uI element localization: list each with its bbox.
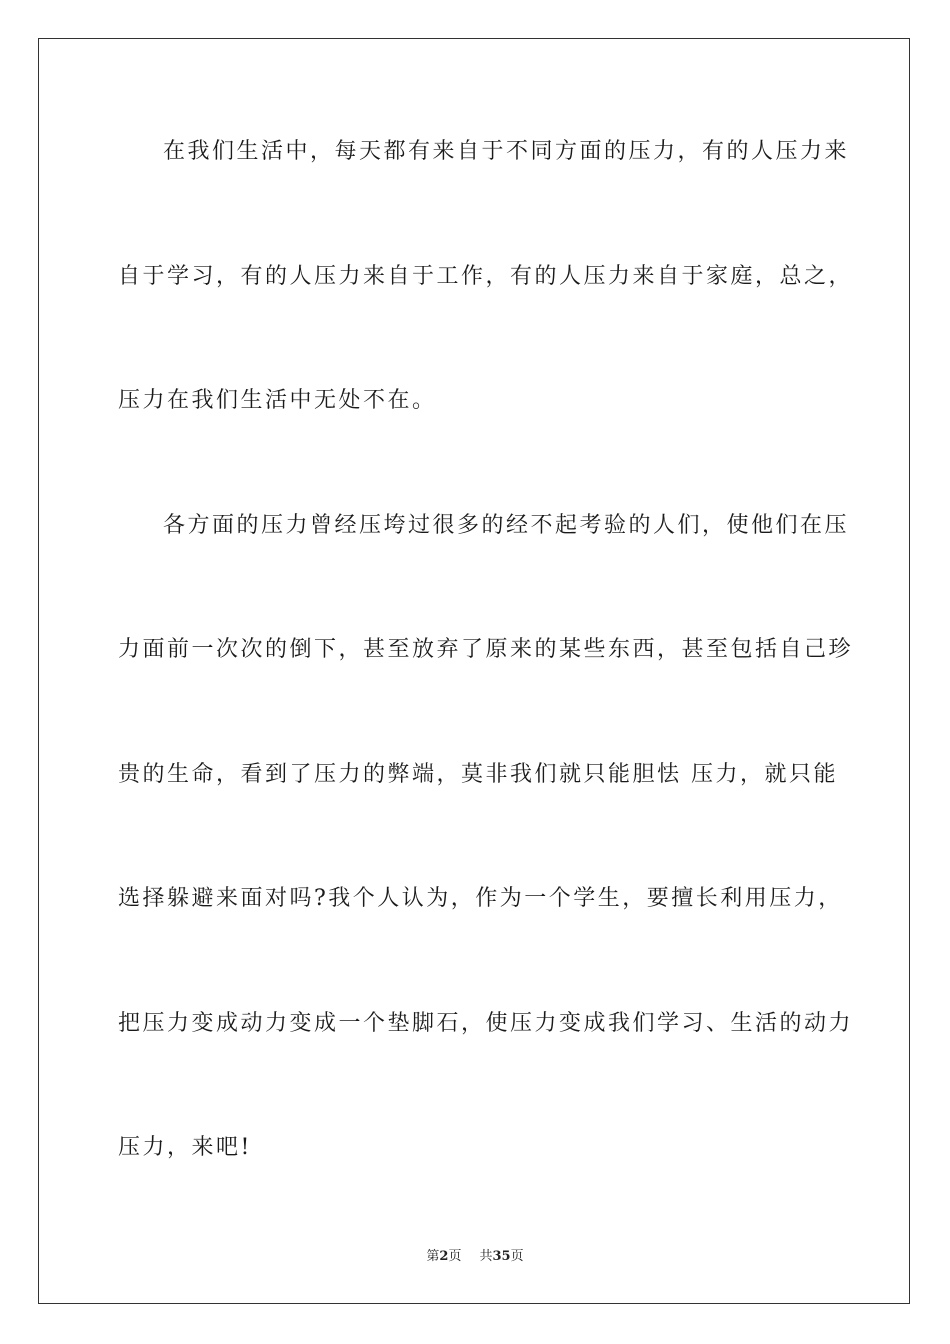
text-line-7: 选择躲避来面对吗?我个人认为，作为一个学生，要擅长利用压力， <box>118 886 843 911</box>
text-line-3: 压力在我们生活中无处不在。 <box>118 388 437 413</box>
text-line-8: 把压力变成动力变成一个垫脚石，使压力变成我们学习、生活的动力 <box>118 1011 854 1036</box>
footer-total-suffix: 页 <box>510 1249 524 1264</box>
text-line-4: 各方面的压力曾经压垮过很多的经不起考验的人们，使他们在压 <box>163 513 850 538</box>
text-line-1: 在我们生活中，每天都有来自于不同方面的压力，有的人压力来 <box>163 139 850 164</box>
page-border <box>38 38 910 1304</box>
text-line-9: 压力，来吧! <box>118 1135 252 1160</box>
text-line-2: 自于学习，有的人压力来自于工作，有的人压力来自于家庭，总之， <box>118 264 854 289</box>
footer-page-number: 2 <box>439 1249 449 1264</box>
footer-page-prefix: 第 <box>426 1249 440 1264</box>
page-footer <box>0 1248 950 1266</box>
footer-total-pages: 35 <box>492 1249 511 1264</box>
footer-total-prefix: 共 <box>479 1249 493 1264</box>
text-line-6: 贵的生命，看到了压力的弊端，莫非我们就只能胆怯 压力，就只能 <box>118 762 838 787</box>
text-line-5: 力面前一次次的倒下，甚至放弃了原来的某些东西，甚至包括自己珍 <box>118 637 854 662</box>
footer-page-suffix: 页 <box>448 1249 462 1264</box>
